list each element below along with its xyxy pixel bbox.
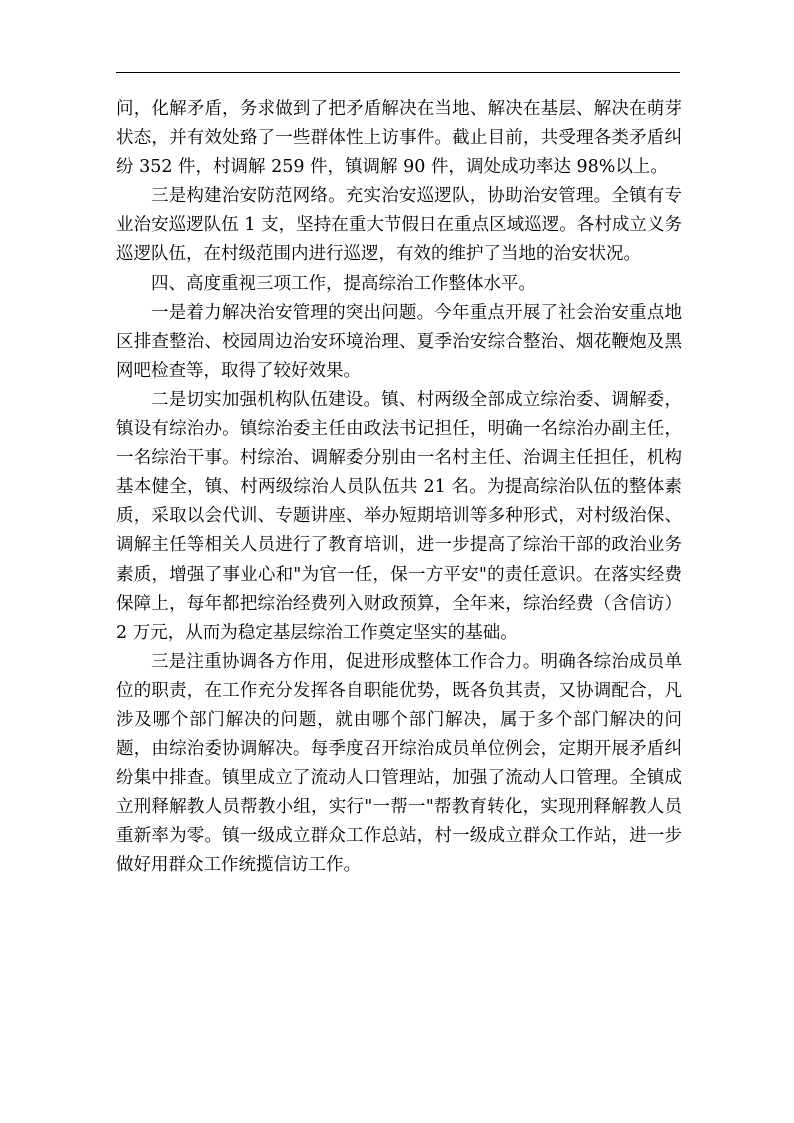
header-rule	[116, 72, 680, 73]
paragraph-continuation: 问，化解矛盾，务求做到了把矛盾解决在当地、解决在基层、解决在萌芽状态，并有效处臵了一些群体性上访事件。截止目前，共受理各类矛盾纠纷 352 件，村调解 259 件，镇调解 90 件，调处成功率达 98%以上。	[116, 99, 682, 178]
paragraph-security-issues: 一是着力解决治安管理的突出问题。今年重点开展了社会治安重点地区排查整治、校园周边治安环境治理、夏季治安综合整治、烟花鞭炮及黑网吧检查等，取得了较好效果。	[116, 302, 682, 381]
paragraph-team-building: 二是切实加强机构队伍建设。镇、村两级全部成立综治委、调解委，镇设有综治办。镇综治委主任由政法书记担任，明确一名综治办副主任，一名综治干事。村综治、调解委分别由一名村主任、治调主任担任，机构基本健全，镇、村两级综治人员队伍共 21 名。为提高综治队伍的整体素质，采取以会代训、专题讲座、举办短期培训等多种形式，对村级治保、调解主任等相关人员进行了教育培训，进一步提高了综治干部的政治业务素质，增强了事业心和"为官一任，保一方平安"的责任意识。在落实经费保障上，每年都把综治经费列入财政预算，全年来，综治经费（含信访）2 万元，从而为稳定基层综治工作奠定坚实的基础。	[116, 389, 682, 643]
paragraph-security-network: 三是构建治安防范网络。充实治安巡逻队，协助治安管理。全镇有专业治安巡逻队伍 1 支，坚持在重大节假日在重点区域巡逻。各村成立义务巡逻队伍，在村级范围内进行巡逻，有效的维护了当地的治安状况。	[116, 186, 682, 265]
section-heading-four: 四、高度重视三项工作，提高综治工作整体水平。	[151, 273, 536, 294]
document-body	[116, 95, 682, 881]
paragraph-coordination: 三是注重协调各方作用，促进形成整体工作合力。明确各综治成员单位的职责，在工作充分发挥各自职能优势，既各负其责，又协调配合，凡涉及哪个部门解决的问题，就由哪个部门解决，属于多个部门解决的问题，由综治委协调解决。每季度召开综治成员单位例会，定期开展矛盾纠纷集中排查。镇里成立了流动人口管理站，加强了流动人口管理。全镇成立刑释解教人员帮教小组，实行"一帮一"帮教育转化，实现刑释解教人员重新率为零。镇一级成立群众工作总站，村一级成立群众工作站，进一步做好用群众工作统揽信访工作。	[116, 651, 682, 876]
